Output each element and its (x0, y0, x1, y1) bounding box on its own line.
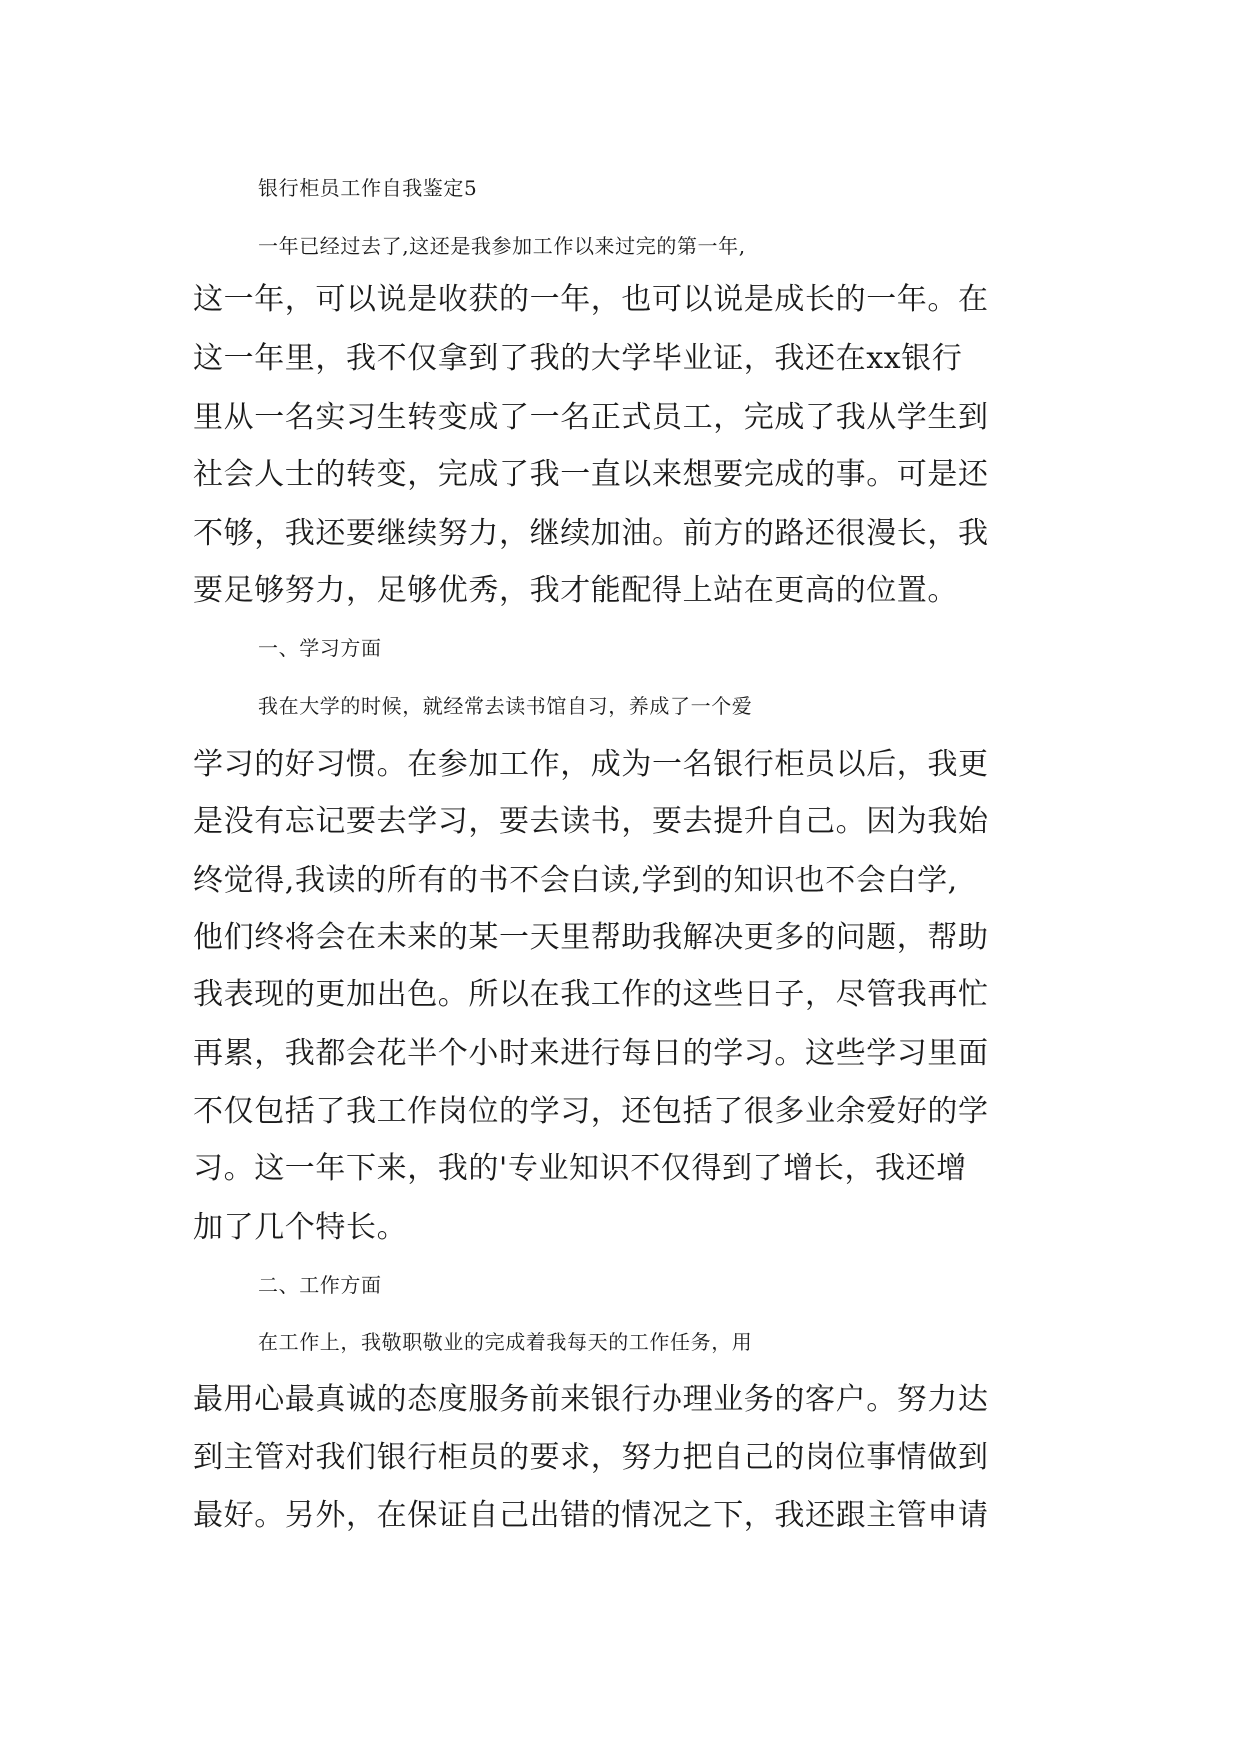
paragraph-line: 一年已经过去了,这还是我参加工作以来过完的第一年, (258, 234, 746, 258)
section-heading-work: 二、工作方面 (258, 1273, 382, 1297)
paragraph-line: 加了几个特长。 (193, 1210, 408, 1245)
paragraph-line: 终觉得,我读的所有的书不会白读,学到的知识也不会白学, (193, 863, 958, 898)
section-heading-study: 一、学习方面 (258, 636, 382, 660)
paragraph-line: 在工作上，我敬职敬业的完成着我每天的工作任务，用 (258, 1330, 753, 1354)
paragraph-line: 习。这一年下来，我的'专业知识不仅得到了增长，我还增 (193, 1151, 967, 1186)
paragraph-line: 这一年里，我不仅拿到了我的大学毕业证，我还在xx银行 (193, 341, 963, 376)
paragraph-line: 他们终将会在未来的某一天里帮助我解决更多的问题，帮助 (193, 920, 989, 955)
paragraph-line: 要足够努力，足够优秀，我才能配得上站在更高的位置。 (193, 573, 958, 608)
document-title: 银行柜员工作自我鉴定5 (258, 176, 478, 200)
paragraph-line: 是没有忘记要去学习，要去读书，要去提升自己。因为我始 (193, 804, 989, 839)
paragraph-line: 再累，我都会花半个小时来进行每日的学习。这些学习里面 (193, 1036, 989, 1071)
paragraph-line: 社会人士的转变，完成了我一直以来想要完成的事。可是还 (193, 457, 989, 492)
paragraph-line: 最用心最真诚的态度服务前来银行办理业务的客户。努力达 (193, 1382, 989, 1417)
paragraph-line: 里从一名实习生转变成了一名正式员工，完成了我从学生到 (193, 400, 989, 435)
paragraph-line: 到主管对我们银行柜员的要求，努力把自己的岗位事情做到 (193, 1440, 989, 1475)
paragraph-line: 最好。另外，在保证自己出错的情况之下，我还跟主管申请 (193, 1498, 989, 1533)
paragraph-line: 不够，我还要继续努力，继续加油。前方的路还很漫长，我 (193, 516, 989, 551)
paragraph-line: 我在大学的时候，就经常去读书馆自习，养成了一个爱 (258, 694, 753, 718)
paragraph-line: 不仅包括了我工作岗位的学习，还包括了很多业余爱好的学 (193, 1094, 989, 1129)
paragraph-line: 学习的好习惯。在参加工作，成为一名银行柜员以后，我更 (193, 747, 989, 782)
paragraph-line: 这一年，可以说是收获的一年，也可以说是成长的一年。在 (193, 282, 989, 317)
paragraph-line: 我表现的更加出色。所以在我工作的这些日子，尽管我再忙 (193, 977, 989, 1012)
